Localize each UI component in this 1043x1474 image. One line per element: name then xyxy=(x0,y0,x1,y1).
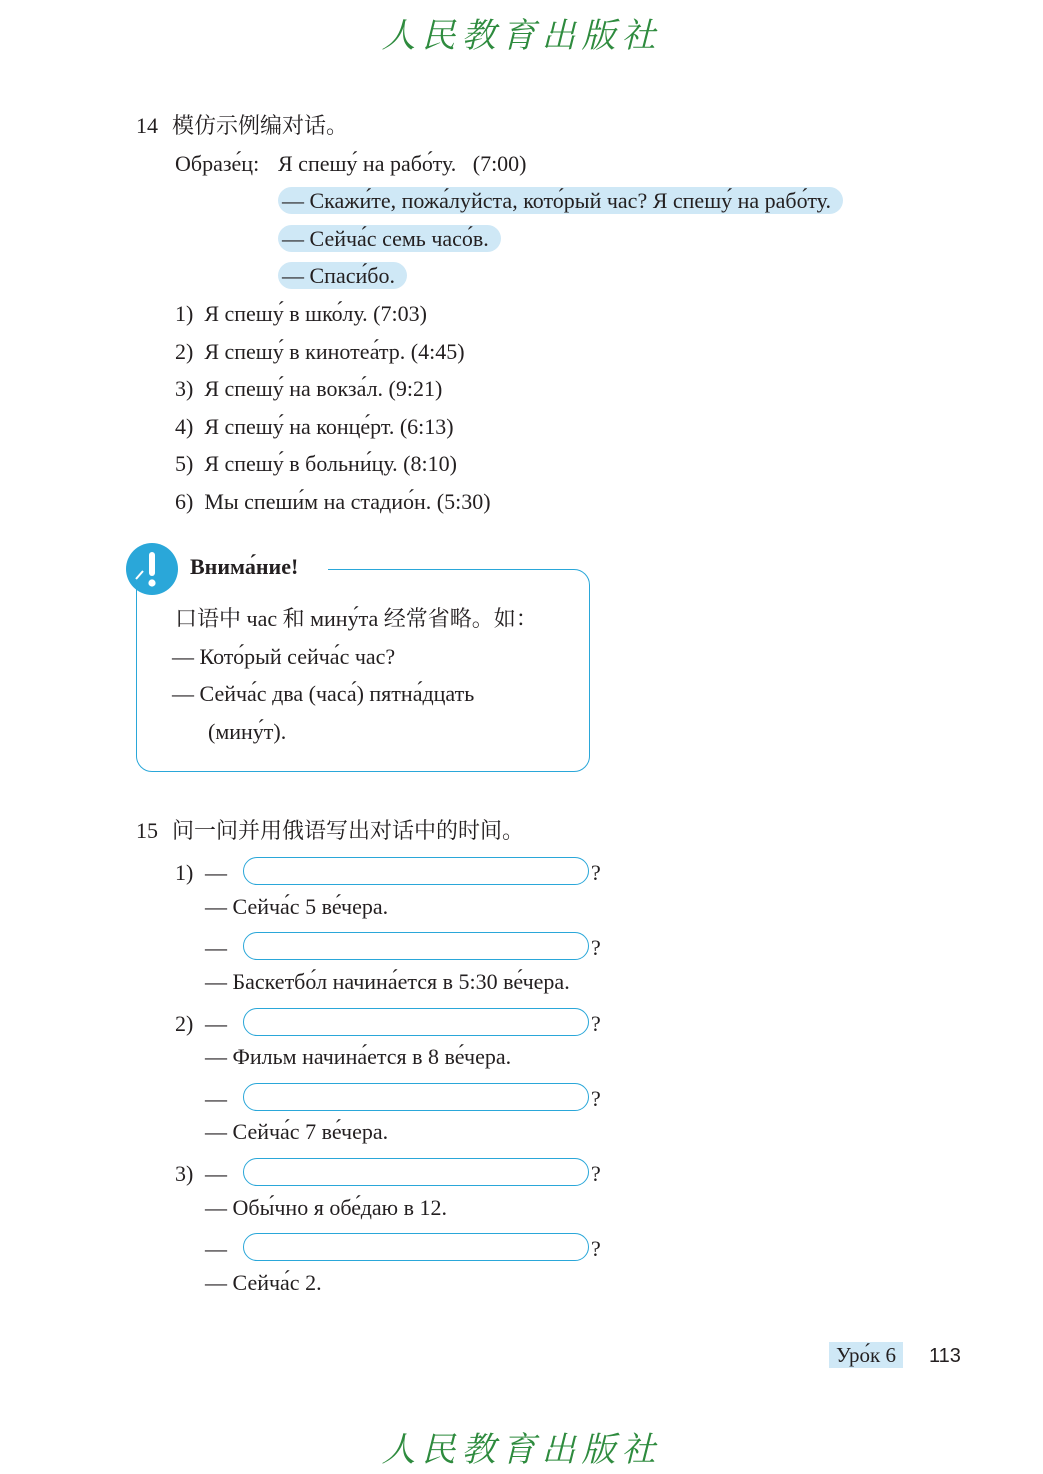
dash: — xyxy=(205,1011,227,1036)
attention-line: — Сейча́с два (часа́) пятна́дцать xyxy=(172,681,475,706)
dash: — xyxy=(205,1236,227,1261)
dash: — xyxy=(205,1161,227,1186)
question-mark: ? xyxy=(591,1011,601,1036)
ex15-answer: — Сейча́с 7 ве́чера. xyxy=(205,1119,389,1144)
ex15-answer: — Обы́чно я обе́даю в 12. xyxy=(205,1195,447,1220)
answer-blank[interactable] xyxy=(243,932,589,960)
ex14-example-text: Я спешу́ на рабо́ту. (7:00) xyxy=(278,151,527,176)
attention-line: (мину́т). xyxy=(208,719,287,744)
ex15-item-label: 2) xyxy=(175,1011,194,1036)
ex14-item: 6) Мы спеши́м на стадио́н. (5:30) xyxy=(175,489,491,514)
ex14-item: 2) Я спешу́ в кинотеа́тр. (4:45) xyxy=(175,339,465,364)
question-mark: ? xyxy=(591,1161,601,1186)
example-dialog-line: — Спаси́бо. xyxy=(280,262,407,290)
ex14-item: 4) Я спешу́ на конце́рт. (6:13) xyxy=(175,414,454,439)
question-mark: ? xyxy=(591,935,601,960)
question-mark: ? xyxy=(591,1236,601,1261)
answer-blank[interactable] xyxy=(243,1158,589,1186)
ex14-example-label: Образе́ц: xyxy=(175,151,260,176)
publisher-logo-bottom: 人民教育出版社 xyxy=(381,1430,662,1470)
ex15-answer: — Сейча́с 5 ве́чера. xyxy=(205,894,389,919)
exclamation-icon xyxy=(126,543,178,595)
attention-line: 口语中 час 和 мину́та 经常省略。如： xyxy=(175,606,538,631)
publisher-logo: 人民教育出版社 xyxy=(381,16,662,56)
ex14-instruction: 模仿示例编对话。 xyxy=(172,113,349,138)
ex15-item-label: 1) xyxy=(175,860,194,885)
question-mark: ? xyxy=(591,860,601,885)
lesson-tag: Уро́к 6 xyxy=(829,1343,903,1368)
ex15-answer: — Сейча́с 2. xyxy=(205,1270,322,1295)
attention-line: — Кото́рый сейча́с час? xyxy=(172,644,396,669)
answer-blank[interactable] xyxy=(243,1083,589,1111)
ex15-item-label: 3) xyxy=(175,1161,194,1186)
dash: — xyxy=(205,935,227,960)
ex15-instruction: 问一问并用俄语写出对话中的时间。 xyxy=(172,818,525,843)
ex14-item: 3) Я спешу́ на вокза́л. (9:21) xyxy=(175,376,443,401)
ex14-item: 5) Я спешу́ в больни́цу. (8:10) xyxy=(175,451,457,476)
page-number: 113 xyxy=(929,1345,961,1367)
dash: — xyxy=(205,860,227,885)
example-dialog-line: — Скажи́те, пожа́луйста, кото́рый час? Я спешу́ на рабо́ту. xyxy=(280,187,843,215)
ex15-number: 15 xyxy=(136,818,158,843)
example-dialog-line: — Сейча́с семь часо́в. xyxy=(280,225,501,253)
ex14-number: 14 xyxy=(136,113,158,138)
question-mark: ? xyxy=(591,1086,601,1111)
answer-blank[interactable] xyxy=(243,1233,589,1261)
attention-title: Внима́ние! xyxy=(190,554,299,579)
answer-blank[interactable] xyxy=(243,857,589,885)
answer-blank[interactable] xyxy=(243,1008,589,1036)
ex14-item: 1) Я спешу́ в шко́лу. (7:03) xyxy=(175,301,427,326)
dash: — xyxy=(205,1086,227,1111)
ex15-answer: — Баскетбо́л начина́ется в 5:30 ве́чера. xyxy=(205,969,570,994)
ex15-answer: — Фильм начина́ется в 8 ве́чера. xyxy=(205,1044,512,1069)
